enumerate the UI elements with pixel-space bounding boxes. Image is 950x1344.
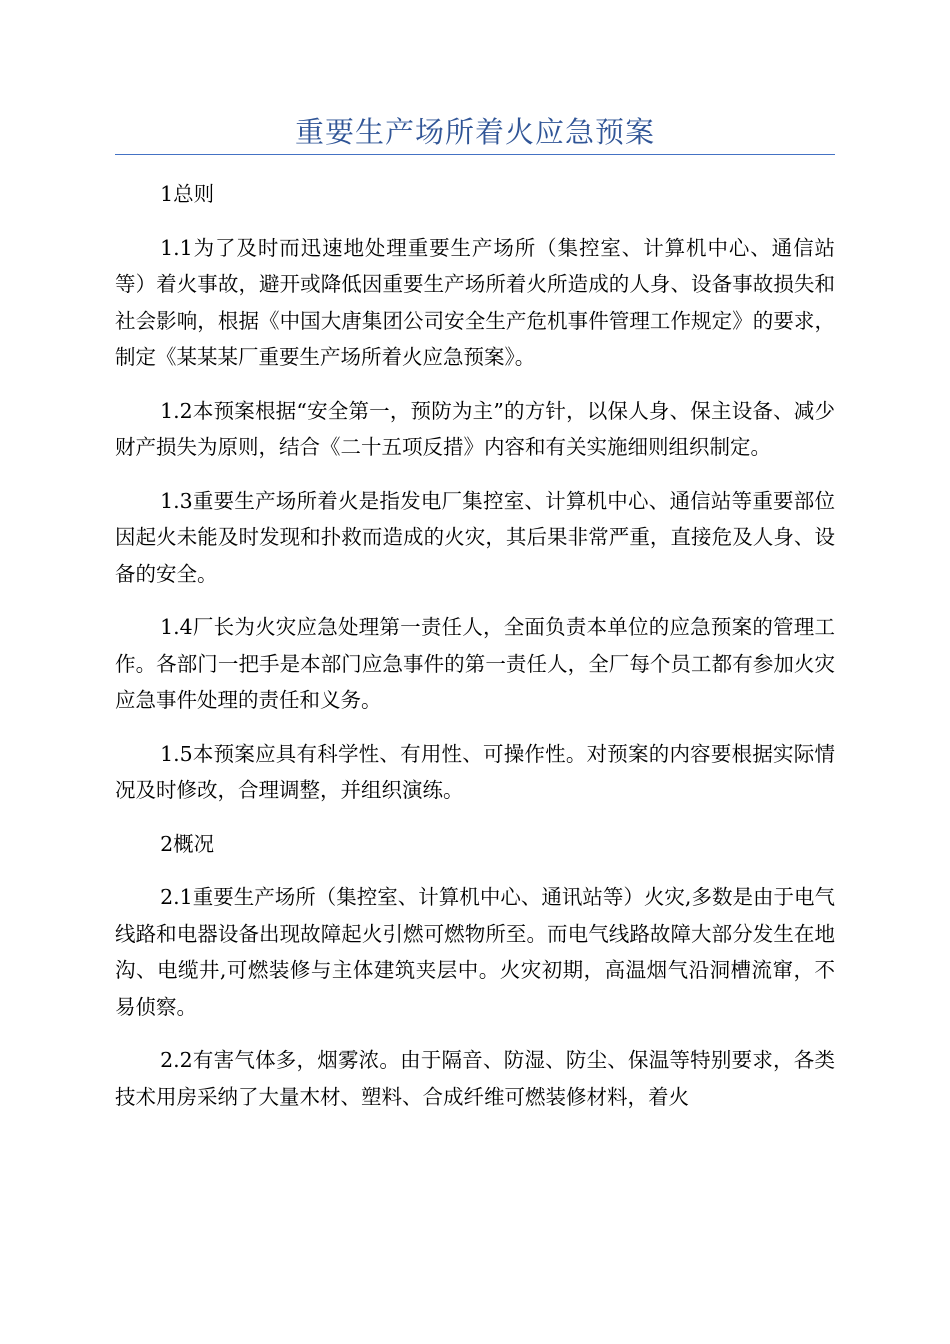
paragraph-2-1: 2.1重要生产场所（集控室、计算机中心、通讯站等）火灾,多数是由于电气线路和电器设备出现故障起火引燃可燃物所至。而电气线路故障大部分发生在地沟、电缆井,可燃装修与主体建筑夹层中。火灾初期，高温烟气沿洞槽流窜，不易侦察。: [115, 885, 835, 1019]
document-body: [115, 176, 835, 1132]
title-underline: [115, 154, 835, 155]
paragraph-2-2: 2.2有害气体多，烟雾浓。由于隔音、防湿、防尘、保温等特别要求，各类技术用房采纳了大量木材、塑料、合成纤维可燃装修材料，着火: [115, 1048, 835, 1109]
paragraph-1-4: 1.4厂长为火灾应急处理第一责任人，全面负责本单位的应急预案的管理工作。各部门一把手是本部门应急事件的第一责任人，全厂每个员工都有参加火灾应急事件处理的责任和义务。: [115, 615, 835, 712]
document-title: 重要生产场所着火应急预案: [294, 115, 655, 149]
paragraph-1-1: 1.1为了及时而迅速地处理重要生产场所（集控室、计算机中心、通信站等）着火事故，避开或降低因重要生产场所着火所造成的人身、设备事故损失和社会影响，根据《中国大唐集团公司安全生产危机事件管理工作规定》的要求，制定《某某某厂重要生产场所着火应急预案》。: [115, 235, 835, 369]
paragraph-1-5: 1.5本预案应具有科学性、有用性、可操作性。对预案的内容要根据实际情况及时修改，合理调整，并组织演练。: [115, 741, 835, 802]
section-heading-1: 1总则: [160, 182, 215, 206]
paragraph-1-3: 1.3重要生产场所着火是指发电厂集控室、计算机中心、通信站等重要部位因起火未能及时发现和扑救而造成的火灾，其后果非常严重，直接危及人身、设备的安全。: [115, 488, 835, 586]
paragraph-1-2: 1.2本预案根据“安全第一，预防为主”的方针，以保人身、保主设备、减少财产损失为原则，结合《二十五项反措》内容和有关实施细则组织制定。: [115, 398, 835, 459]
section-heading-2: 2概况: [160, 831, 215, 856]
